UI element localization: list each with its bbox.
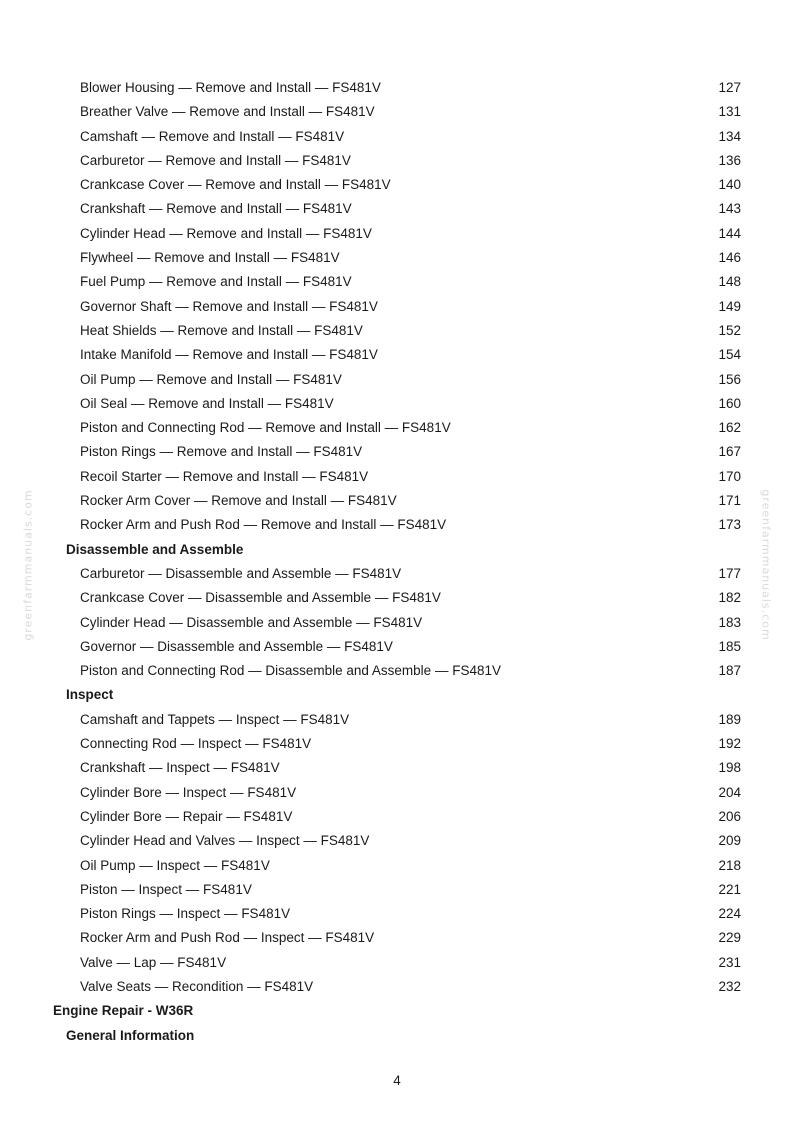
toc-entry[interactable] bbox=[0, 416, 794, 440]
toc-entry-title: Crankcase Cover — Remove and Install — FS481V bbox=[80, 177, 391, 193]
toc-entry[interactable] bbox=[0, 611, 794, 635]
toc-entry-title: Flywheel — Remove and Install — FS481V bbox=[80, 250, 340, 266]
toc-entry[interactable] bbox=[0, 270, 794, 294]
toc-entry[interactable] bbox=[0, 197, 794, 221]
toc-entry-title: Carburetor — Disassemble and Assemble — FS481V bbox=[80, 565, 402, 581]
toc-entry[interactable] bbox=[0, 756, 794, 780]
toc-entry-page: 209 bbox=[718, 833, 741, 849]
toc-entry-page: 204 bbox=[718, 784, 741, 800]
toc-entry-title: Valve Seats — Recondition — FS481V bbox=[80, 978, 314, 994]
toc-entry-page: 232 bbox=[718, 978, 741, 994]
toc-entry-page: 131 bbox=[718, 104, 741, 120]
toc-entry[interactable] bbox=[0, 246, 794, 270]
watermark-left: greenfarmmanuals.com bbox=[21, 489, 35, 641]
toc-entry[interactable] bbox=[0, 149, 794, 173]
toc-entry-title: Blower Housing — Remove and Install — FS481V bbox=[80, 80, 381, 95]
toc-entry[interactable] bbox=[0, 805, 794, 829]
toc-entry-title: Piston Rings — Inspect — FS481V bbox=[80, 906, 291, 922]
toc-entry[interactable] bbox=[0, 951, 794, 975]
toc-entry-title: Governor Shaft — Remove and Install — FS481V bbox=[80, 298, 378, 314]
toc-entry-title: Piston Rings — Remove and Install — FS481V bbox=[80, 444, 363, 460]
toc-entry-page: 167 bbox=[718, 444, 741, 460]
toc-entry-title: Rocker Arm Cover — Remove and Install — FS481V bbox=[80, 493, 397, 509]
toc-entry[interactable] bbox=[0, 975, 794, 999]
toc-entry-page: 183 bbox=[718, 614, 741, 630]
toc-entry[interactable] bbox=[0, 489, 794, 513]
toc-entry[interactable] bbox=[0, 659, 794, 683]
section-heading: Inspect bbox=[66, 687, 114, 703]
toc-entry-title: Valve — Lap — FS481V bbox=[80, 954, 227, 970]
toc-entry[interactable] bbox=[0, 854, 794, 878]
toc-entry[interactable] bbox=[0, 926, 794, 950]
toc-entry[interactable] bbox=[0, 781, 794, 805]
toc-entry[interactable] bbox=[0, 319, 794, 343]
toc-entry-page: 148 bbox=[718, 274, 741, 290]
toc-entry[interactable] bbox=[0, 878, 794, 902]
toc-entry[interactable] bbox=[0, 295, 794, 319]
toc-entry-title: Heat Shields — Remove and Install — FS481V bbox=[80, 322, 363, 338]
toc-entry-page: 152 bbox=[718, 322, 741, 338]
toc-entry-title: Crankshaft — Inspect — FS481V bbox=[80, 760, 280, 776]
toc-entry[interactable] bbox=[0, 392, 794, 416]
toc-entry-title: Oil Seal — Remove and Install — FS481V bbox=[80, 395, 334, 411]
toc-entry-title: Intake Manifold — Remove and Install — FS481V bbox=[80, 347, 378, 363]
toc-entry[interactable] bbox=[0, 829, 794, 853]
toc-entry-title: Oil Pump — Remove and Install — FS481V bbox=[80, 371, 342, 387]
toc-entry-title: Rocker Arm and Push Rod — Remove and Install — FS481V bbox=[80, 517, 447, 533]
chapter-heading: Engine Repair - W36R bbox=[53, 1003, 194, 1019]
toc-entry-title: Piston and Connecting Rod — Remove and Install — FS481V bbox=[80, 420, 451, 436]
toc-entry-page: 170 bbox=[718, 468, 741, 484]
toc-entry-page: 134 bbox=[718, 128, 741, 144]
toc-entry[interactable] bbox=[0, 76, 794, 100]
toc-entry-title: Fuel Pump — Remove and Install — FS481V bbox=[80, 274, 352, 290]
toc-entry-page: 231 bbox=[718, 954, 741, 970]
toc-entry-page: 173 bbox=[718, 517, 741, 533]
toc-entry[interactable] bbox=[0, 173, 794, 197]
toc-entry[interactable] bbox=[0, 513, 794, 537]
toc-entry-page: 127 bbox=[718, 80, 741, 95]
toc-entry[interactable] bbox=[0, 125, 794, 149]
toc-entry-title: Breather Valve — Remove and Install — FS481V bbox=[80, 104, 375, 120]
toc-entry-page: 221 bbox=[718, 881, 741, 897]
toc-entry-page: 185 bbox=[718, 638, 741, 654]
toc-entry-title: Rocker Arm and Push Rod — Inspect — FS481V bbox=[80, 930, 375, 946]
toc-entry-title: Crankshaft — Remove and Install — FS481V bbox=[80, 201, 352, 217]
toc-entry-page: 229 bbox=[718, 930, 741, 946]
toc-entry[interactable] bbox=[0, 465, 794, 489]
toc-entry-title: Oil Pump — Inspect — FS481V bbox=[80, 857, 270, 873]
toc-entry-title: Camshaft and Tappets — Inspect — FS481V bbox=[80, 711, 350, 727]
toc-entry-page: 146 bbox=[718, 250, 741, 266]
toc-entry-title: Cylinder Bore — Inspect — FS481V bbox=[80, 784, 297, 800]
toc-entry[interactable] bbox=[0, 368, 794, 392]
toc-entry[interactable] bbox=[0, 222, 794, 246]
page-number: 4 bbox=[393, 1073, 401, 1088]
toc-entry-page: 171 bbox=[718, 493, 741, 509]
toc-entry-page: 198 bbox=[718, 760, 741, 776]
toc-entry-title: Piston and Connecting Rod — Disassemble and Assemble — FS481V bbox=[80, 663, 501, 679]
toc-entry-page: 143 bbox=[718, 201, 741, 217]
toc-entry-title: Connecting Rod — Inspect — FS481V bbox=[80, 736, 312, 752]
toc-entry[interactable] bbox=[0, 902, 794, 926]
toc-entry-page: 218 bbox=[718, 857, 741, 873]
toc-entry-title: Crankcase Cover — Disassemble and Assemble — FS481V bbox=[80, 590, 441, 606]
toc-entry-page: 140 bbox=[718, 177, 741, 193]
toc-entry-page: 149 bbox=[718, 298, 741, 314]
toc-entry-title: Cylinder Bore — Repair — FS481V bbox=[80, 808, 293, 824]
toc-entry-title: Carburetor — Remove and Install — FS481V bbox=[80, 152, 351, 168]
toc-entry-page: 162 bbox=[718, 420, 741, 436]
toc-entry[interactable] bbox=[0, 343, 794, 367]
toc-entry-page: 189 bbox=[718, 711, 741, 727]
section-heading: General Information bbox=[66, 1027, 195, 1043]
toc-entry-page: 192 bbox=[718, 736, 741, 752]
toc-entry-page: 177 bbox=[718, 565, 741, 581]
toc-entry-title: Cylinder Head — Remove and Install — FS481V bbox=[80, 225, 372, 241]
toc-entry-title: Governor — Disassemble and Assemble — FS481V bbox=[80, 638, 393, 654]
toc-entry-title: Recoil Starter — Remove and Install — FS481V bbox=[80, 468, 369, 484]
toc-entry-page: 160 bbox=[718, 395, 741, 411]
section-heading: Disassemble and Assemble bbox=[66, 541, 244, 557]
toc-entry[interactable] bbox=[0, 708, 794, 732]
toc-entry-title: Cylinder Head — Disassemble and Assemble — FS481V bbox=[80, 614, 423, 630]
toc-entry-page: 144 bbox=[718, 225, 741, 241]
toc-entry[interactable] bbox=[0, 586, 794, 610]
toc-entry[interactable] bbox=[0, 562, 794, 586]
toc-entry-page: 224 bbox=[718, 906, 741, 922]
toc-entry[interactable] bbox=[0, 100, 794, 124]
toc-entry-page: 156 bbox=[718, 371, 741, 387]
toc-entry-title: Piston — Inspect — FS481V bbox=[80, 881, 252, 897]
toc-entry-title: Camshaft — Remove and Install — FS481V bbox=[80, 128, 345, 144]
toc-entry-page: 136 bbox=[718, 152, 741, 168]
toc-entry[interactable] bbox=[0, 635, 794, 659]
toc-entry-title: Cylinder Head and Valves — Inspect — FS481V bbox=[80, 833, 370, 849]
toc-entry-page: 206 bbox=[718, 808, 741, 824]
toc-entry-page: 187 bbox=[718, 663, 741, 679]
table-of-contents bbox=[0, 76, 794, 1048]
toc-entry-page: 154 bbox=[718, 347, 741, 363]
toc-entry-page: 182 bbox=[718, 590, 741, 606]
watermark-right: greenfarmmanuals.com bbox=[759, 489, 773, 641]
toc-entry[interactable] bbox=[0, 732, 794, 756]
toc-entry[interactable] bbox=[0, 440, 794, 464]
